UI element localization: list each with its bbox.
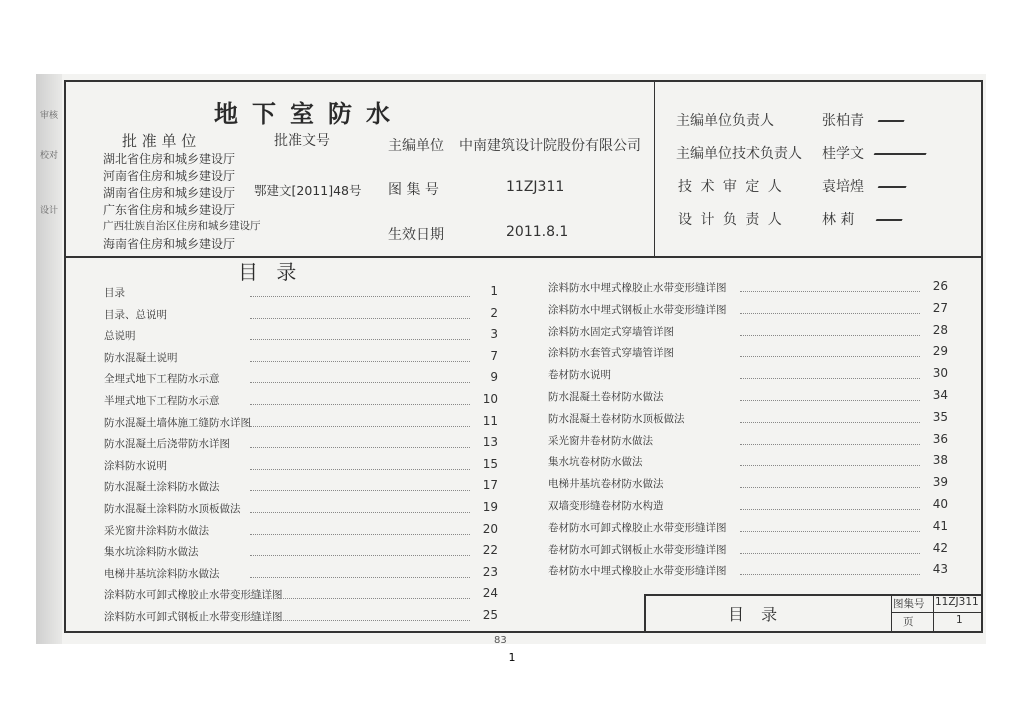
toc-entry-page: 24 — [482, 586, 498, 601]
responsible-role-1: 主编单位负责人 — [676, 113, 774, 129]
toc-leader-dots — [250, 360, 470, 362]
toc-leader-dots — [250, 576, 470, 578]
toc-entry-title: 双墙变形缝卷材防水构造 — [548, 500, 664, 512]
toc-leader-dots — [250, 425, 470, 427]
toc-entry-page: 7 — [490, 348, 498, 363]
responsible-role-4: 设 计 负 责 人 — [678, 212, 784, 228]
toc-entry-page: 42 — [932, 540, 948, 555]
toc-entry-title: 半埋式地下工程防水示意 — [104, 395, 220, 407]
editor-unit-label: 主编单位 — [388, 138, 444, 154]
toc-leader-dots — [740, 355, 920, 357]
approval-unit-3: 湖南省住房和城乡建设厅 — [103, 186, 236, 200]
toc-entry-title: 卷材防水中埋式橡胶止水带变形缝详图 — [548, 565, 727, 578]
toc-leader-dots — [740, 377, 920, 379]
under-frame-number: 83 — [494, 635, 507, 646]
atlas-no: 11ZJ311 — [506, 179, 565, 195]
signature-1 — [878, 112, 909, 122]
toc-entry-page: 17 — [482, 478, 498, 493]
toc-entry-title: 防水混凝土卷材防水做法 — [548, 391, 664, 403]
toc-entry-page: 28 — [932, 322, 948, 337]
atlas-no-label: 图 集 号 — [388, 182, 439, 198]
toc-entry-title: 卷材防水可卸式橡胶止水带变形缝详图 — [548, 521, 727, 534]
approval-unit-5: 广西壮族自治区住房和城乡建设厅 — [103, 220, 261, 232]
toc-leader-dots — [740, 530, 920, 532]
toc-entry-title: 电梯井基坑卷材防水做法 — [548, 478, 664, 491]
toc-entry-page: 13 — [482, 435, 498, 450]
toc-entry-title: 集水坑卷材防水做法 — [548, 456, 643, 469]
approval-doc-number: 鄂建文[2011]48号 — [254, 183, 362, 198]
signature-4 — [876, 211, 907, 221]
document-title: 地下室防水 — [214, 100, 404, 128]
toc-entry-page: 15 — [482, 456, 498, 471]
toc-entry-page: 11 — [482, 413, 498, 428]
toc-leader-dots — [250, 338, 470, 340]
toc-entry-title: 防水混凝土卷材防水顶板做法 — [548, 412, 685, 425]
toc-entry-title: 全埋式地下工程防水示意 — [104, 373, 220, 386]
toc-entry-title: 总说明 — [104, 330, 136, 343]
toc-entry-page: 39 — [932, 475, 948, 490]
toc-heading: 目 录 — [238, 260, 303, 284]
title-block-top — [644, 594, 981, 596]
toc-leader-dots — [250, 446, 470, 448]
toc-leader-dots — [250, 381, 470, 383]
toc-leader-dots — [250, 554, 470, 556]
toc-leader-dots — [740, 290, 920, 292]
toc-leader-dots — [740, 334, 920, 336]
title-block-mid — [891, 612, 981, 613]
toc-entry-page: 29 — [932, 344, 948, 359]
toc-leader-dots — [250, 295, 470, 297]
toc-entry-title: 防水混凝土墙体施工缝防水详图 — [104, 416, 251, 429]
approval-unit-label: 批 准 单 位 — [122, 132, 197, 150]
responsible-name-2: 桂学文 — [822, 146, 864, 162]
title-block-atlas-value: 11ZJ311 — [935, 596, 979, 608]
toc-leader-dots — [250, 489, 470, 491]
toc-entry-page: 26 — [932, 279, 948, 293]
responsible-divider — [654, 82, 655, 256]
toc-leader-dots — [740, 552, 920, 554]
toc-entry-title: 涂料防水中埋式钢板止水带变形缝详图 — [548, 303, 727, 316]
toc-leader-dots — [250, 317, 470, 319]
toc-leader-dots — [740, 508, 920, 510]
toc-entry-page: 10 — [482, 392, 498, 406]
toc-entry-page: 43 — [932, 562, 948, 577]
responsible-name-4: 林 莉 — [822, 212, 855, 228]
toc-entry-title: 采光窗井涂料防水做法 — [104, 524, 209, 537]
toc-entry-page: 3 — [490, 327, 498, 342]
header-divider — [66, 256, 981, 258]
toc-entry-title: 目录、总说明 — [104, 308, 167, 321]
toc-leader-dots — [740, 464, 920, 466]
toc-leader-dots — [740, 573, 920, 575]
toc-entry-page: 19 — [482, 500, 498, 514]
toc-entry-title: 防水混凝土涂料防水顶板做法 — [104, 503, 241, 515]
title-block-name: 目 录 — [728, 605, 784, 624]
title-block-atlas-label: 图集号 — [893, 598, 925, 610]
toc-entry-title: 防水混凝土后浇带防水详图 — [104, 438, 230, 451]
responsible-name-1: 张柏青 — [822, 113, 864, 129]
toc-entry-title: 涂料防水可卸式橡胶止水带变形缝详图 — [104, 589, 283, 602]
toc-leader-dots — [740, 399, 920, 401]
toc-entry-page: 25 — [482, 608, 498, 622]
editor-unit: 中南建筑设计院股份有限公司 — [459, 138, 641, 154]
toc-entry-title: 防水混凝土涂料防水做法 — [104, 481, 220, 494]
approval-unit-4: 广东省住房和城乡建设厅 — [103, 203, 236, 217]
toc-leader-dots — [740, 312, 920, 314]
responsible-role-2: 主编单位技术负责人 — [676, 146, 802, 162]
toc-entry-title: 涂料防水说明 — [104, 459, 167, 472]
side-stamp-bottom: 设计 — [39, 206, 58, 216]
toc-leader-dots — [740, 486, 920, 488]
effective-date: 2011.8.1 — [506, 224, 569, 240]
toc-leader-dots — [250, 403, 470, 405]
toc-entry-page: 38 — [932, 453, 948, 468]
toc-entry-title: 集水坑涂料防水做法 — [104, 546, 199, 559]
side-stamp-middle: 校对 — [39, 151, 58, 161]
signature-2 — [874, 145, 931, 155]
approval-unit-6: 海南省住房和城乡建设厅 — [103, 237, 236, 251]
toc-entry-page: 23 — [482, 564, 498, 579]
toc-entry-page: 41 — [932, 518, 948, 533]
toc-entry-title: 涂料防水固定式穿墙管详图 — [548, 325, 674, 338]
toc-entry-title: 涂料防水中埋式橡胶止水带变形缝详图 — [548, 282, 727, 294]
toc-leader-dots — [740, 421, 920, 423]
toc-entry-page: 30 — [932, 366, 948, 381]
approval-unit-1: 湖北省住房和城乡建设厅 — [103, 152, 236, 166]
toc-entry-title: 卷材防水说明 — [548, 369, 611, 382]
toc-leader-dots — [250, 511, 470, 513]
toc-entry-title: 采光窗井卷材防水做法 — [548, 434, 653, 447]
toc-leader-dots — [250, 533, 470, 535]
approval-unit-2: 河南省住房和城乡建设厅 — [103, 169, 236, 183]
title-block-page-value: 1 — [956, 614, 963, 626]
effective-date-label: 生效日期 — [388, 227, 444, 243]
approval-doc-label: 批准文号 — [274, 133, 330, 149]
toc-entry-page: 2 — [490, 305, 498, 320]
toc-entry-page: 34 — [932, 388, 948, 402]
responsible-name-3: 袁培煌 — [822, 179, 864, 195]
toc-entry-page: 9 — [490, 370, 498, 385]
toc-entry-page: 27 — [932, 300, 948, 315]
responsible-role-3: 技 术 审 定 人 — [678, 179, 784, 195]
title-block-page-label: 页 — [903, 616, 914, 628]
toc-leader-dots — [250, 468, 470, 470]
toc-entry-title: 防水混凝土说明 — [104, 351, 178, 364]
toc-entry-page: 20 — [482, 521, 498, 536]
signature-3 — [878, 178, 911, 188]
toc-leader-dots — [250, 597, 470, 599]
page-number: 1 — [508, 651, 516, 664]
toc-entry-page: 35 — [932, 409, 948, 424]
toc-entry-page: 1 — [490, 284, 498, 298]
toc-entry-title: 卷材防水可卸式钢板止水带变形缝详图 — [548, 543, 727, 556]
toc-entry-title: 电梯井基坑涂料防水做法 — [104, 567, 220, 580]
toc-entry-title: 涂料防水可卸式钢板止水带变形缝详图 — [104, 611, 283, 623]
title-block-left — [644, 594, 646, 631]
toc-entry-page: 36 — [932, 431, 948, 446]
toc-entry-title: 涂料防水套管式穿墙管详图 — [548, 347, 674, 360]
toc-entry-page: 22 — [482, 543, 498, 558]
toc-entry-title: 目录 — [104, 287, 125, 299]
toc-entry-page: 40 — [932, 497, 948, 511]
side-stamp-top: 审核 — [39, 111, 58, 121]
toc-leader-dots — [250, 619, 470, 621]
toc-leader-dots — [740, 443, 920, 445]
